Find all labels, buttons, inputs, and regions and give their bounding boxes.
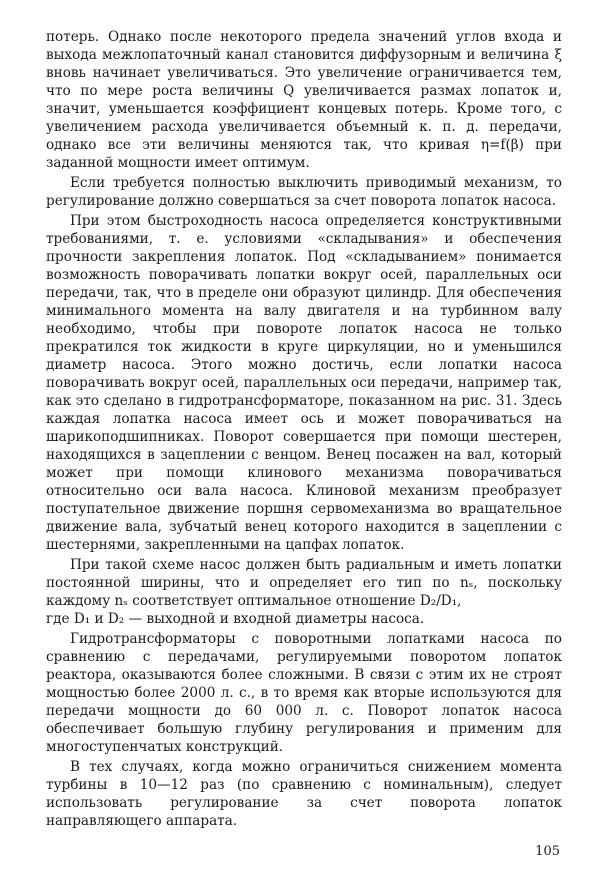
paragraph-3: При этом быстроходность насоса определяется конструктивными требованиями, т. е. условиями «складывания» и обеспечения прочности закрепления лопаток. Под «складыванием» понимается возможность поворачивать лопатки вокруг осей, параллельных оси передачи, так, что в пределе они образуют цилиндр. Для обеспечения минимального момента на валу двигателя и на турбинном валу необходимо, чтобы при повороте лопаток насоса не только прекратился ток жидкости в круге циркуляции, но и уменьшился диаметр насоса. Этого можно достичь, если лопатки насоса поворачивать вокруг осей, параллельных оси передачи, например так, как это сделано в гидротрансформаторе, показанном на рис. 31. Здесь каждая лопатка насоса имеет ось и может поворачиваться на шарикоподшипниках. Поворот совершается при помощи шестерен, находящихся в зацеплении с венцом. Венец посажен на вал, который может при помощи клинового механизма поворачиваться относительно оси вала насоса. Клиновой механизм преобразует поступательное движение поршня сервомеханизма во вращательное движение вала, зубчатый венец которого находится в зацеплении с шестернями, закрепленными на цапфах лопаток. bbox=[46, 213, 562, 553]
paragraph-5: где D₁ и D₂ — выходной и входной диаметры насоса. bbox=[46, 611, 425, 627]
paragraph-6: Гидротрансформаторы с поворотными лопатками насоса по сравнению с передачами, регулируемыми поворотом лопаток реактора, оказываются более сложными. В связи с этим их не строят мощностью более 2000 л. с., в то время как вторые используются для передачи мощности до 60 000 л. с. Поворот лопаток насоса обеспечивает большую глубину регулирования и применим для многоступенчатых конструкций. bbox=[46, 631, 562, 755]
page-number: 105 bbox=[535, 844, 560, 859]
paragraph-4: При такой схеме насос должен быть радиальным и иметь лопатки постоянной ширины, что и определяет его тип по nₛ, поскольку каждому nₛ соответствует оптимальное отношение D₂/D₁, bbox=[46, 557, 562, 609]
paragraph-1: потерь. Однако после некоторого предела значений углов входа и выхода межлопаточный канал становится диффузорным и величина ξ вновь начинает увеличиваться. Это увеличение ограничивается тем, что по мере роста величины Q увеличивается размах лопаток и, значит, уменьшается коэффициент концевых потерь. Кроме того, с увеличением расхода увеличивается объемный к. п. д. передачи, однако все эти величины меняются так, что кривая η=f(β) при заданной мощности имеет оптимум. bbox=[46, 29, 562, 171]
paragraph-2: Если требуется полностью выключить приводимый механизм, то регулирование должно совершаться за счет поворота лопаток насоса. bbox=[46, 175, 562, 209]
paragraph-7: В тех случаях, когда можно ограничиться снижением момента турбины в 10—12 раз (по сравнению с номинальным), следует использовать регулирование за счет поворота лопаток направляющего аппарата. bbox=[46, 759, 562, 829]
